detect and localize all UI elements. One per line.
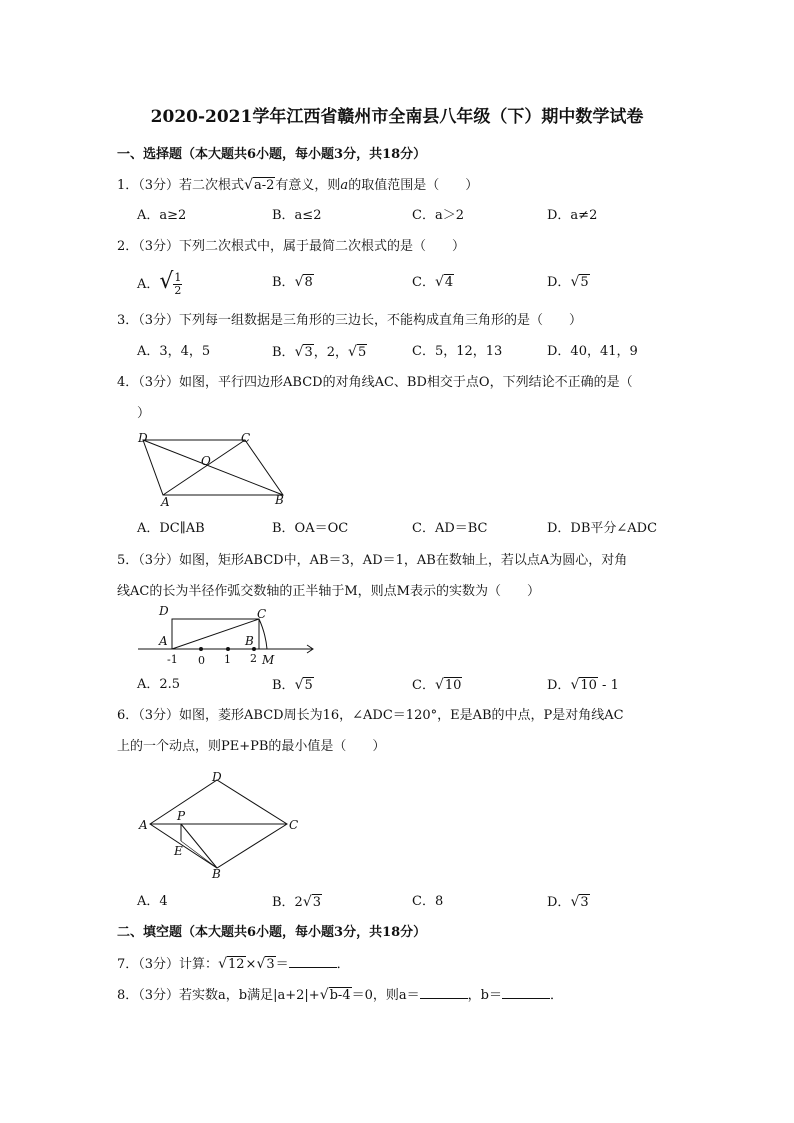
tick-label-0: 0 [198, 654, 205, 667]
q5-option-c: C．√10 [412, 677, 462, 693]
number-line-figure [135, 605, 325, 670]
label-b: B [212, 867, 221, 881]
q3-option-a: A．3，4，5 [137, 344, 211, 359]
tick-1-dot [226, 647, 230, 651]
question-number: 3．（3分） [117, 313, 180, 328]
label-p: P [177, 809, 186, 823]
label-a: A [139, 818, 148, 832]
label-d: D [212, 770, 222, 784]
question-text: 若二次根式 [179, 178, 245, 193]
question-number: 8．（3分） [117, 988, 180, 1003]
radical: √a-2 [244, 177, 275, 193]
question-text: 若实数a，b满足|a+2|+ [179, 988, 320, 1003]
rhombus-figure [135, 768, 315, 883]
question-number: 2．（3分） [117, 239, 180, 254]
question-number: 7．（3分） [117, 957, 180, 972]
question-5-cont: 线AC的长为半径作弧交数轴的正半轴于M，则点M表示的实数为（ ） [117, 584, 540, 599]
q2-option-b: B．√8 [272, 274, 313, 290]
label-b: B [275, 493, 284, 507]
variable: a [340, 178, 349, 193]
q6-option-b: B．2√3 [272, 894, 322, 910]
question-3 [117, 313, 582, 329]
question-text: 如图，菱形ABCD周长为16，∠ADC＝120°，E是AB的中点，P是对角线AC [179, 708, 624, 723]
q1-option-c: C．a＞2 [412, 208, 464, 223]
question-7: 7．（3分）计算：√12×√3＝ ． [117, 956, 350, 972]
section-choice-heading: 一、选择题（本大题共6小题，每小题3分，共18分） [117, 147, 427, 162]
question-text: 下列二次根式中，属于最简二次根式的是（ ） [179, 239, 466, 254]
answer-blank-a[interactable] [420, 987, 468, 999]
q1-option-a: A．a≥2 [137, 208, 187, 223]
section-fill-heading: 二、填空题（本大题共6小题，每小题3分，共18分） [117, 925, 427, 940]
question-6-cont: 上的一个动点，则PE+PB的最小值是（ ） [117, 739, 386, 754]
label-a: A [159, 634, 168, 648]
tick-label-neg1: -1 [167, 653, 178, 666]
q6-option-c: C．8 [412, 894, 444, 909]
question-number: 1．（3分） [117, 178, 180, 193]
q4-option-b: B．OA＝OC [272, 521, 349, 536]
q2-option-d: D．√5 [547, 274, 589, 290]
label-d: D [159, 604, 169, 618]
label-o: O [201, 454, 211, 468]
q1-option-d: D．a≠2 [547, 208, 598, 223]
q4-option-d: D．DB平分∠ADC [547, 521, 658, 536]
exam-title: 2020-2021学年江西省赣州市全南县八年级（下）期中数学试卷 [150, 107, 644, 127]
q2-option-a: A．√ $\frac{1}{2}$ [137, 269, 182, 297]
question-number: 4．（3分） [117, 375, 180, 390]
label-m: M [262, 653, 275, 667]
parallelogram-figure [135, 430, 295, 510]
question-text: 如图，平行四边形ABCD的对角线AC、BD相交于点O，下列结论不正确的是（ [179, 375, 633, 390]
q6-option-a: A．4 [137, 894, 168, 909]
q3-option-b: B．√3，2，√5 [272, 344, 367, 360]
q4-option-a: A．DC∥AB [137, 521, 205, 536]
tick-0-dot [199, 647, 203, 651]
q1-option-b: B．a≤2 [272, 208, 322, 223]
label-e: E [174, 844, 183, 858]
q5-option-a: A．2.5 [137, 677, 181, 692]
question-text: 计算： [179, 957, 219, 972]
question-2 [117, 239, 465, 255]
q2-option-c: C．√4 [412, 274, 454, 290]
question-text: 的取值范围是（ ） [348, 178, 479, 193]
question-text: 下列每一组数据是三角形的三边长，不能构成直角三角形的是（ ） [179, 313, 583, 328]
q6-option-d: D．√3 [547, 894, 589, 910]
question-4 [117, 375, 633, 391]
question-1 [117, 177, 478, 194]
question-8: 8．（3分）若实数a，b满足|a+2|+√b-4＝0，则a＝ ，b＝ ． [117, 987, 563, 1003]
question-6 [117, 708, 624, 724]
question-4-cont: ） [137, 406, 151, 421]
tick-label-1: 1 [224, 653, 231, 666]
question-number: 6．（3分） [117, 708, 180, 723]
q5-option-d: D．√10 - 1 [547, 677, 619, 693]
segment-eb [181, 841, 217, 868]
question-text: 有意义，则 [275, 178, 341, 193]
arc-to-m [259, 619, 267, 649]
tick-label-2: 2 [250, 652, 257, 665]
question-number: 5．（3分） [117, 553, 180, 568]
label-c: C [257, 607, 267, 621]
segment-pb [181, 824, 217, 868]
answer-blank[interactable] [289, 956, 337, 968]
q3-option-d: D．40，41，9 [547, 344, 638, 359]
question-5 [117, 553, 627, 569]
label-b: B [245, 634, 254, 648]
q3-option-c: C．5，12，13 [412, 344, 503, 359]
label-d: D [138, 431, 148, 445]
q4-option-c: C．AD＝BC [412, 521, 488, 536]
answer-blank-b[interactable] [502, 987, 550, 999]
label-a: A [161, 495, 170, 509]
question-text: 如图，矩形ABCD中，AB＝3，AD＝1，AB在数轴上，若以点A为圆心，对角 [179, 553, 628, 568]
label-c: C [289, 818, 299, 832]
label-c: C [241, 431, 251, 445]
diagonal-db [143, 440, 283, 495]
q5-option-b: B．√5 [272, 677, 313, 693]
